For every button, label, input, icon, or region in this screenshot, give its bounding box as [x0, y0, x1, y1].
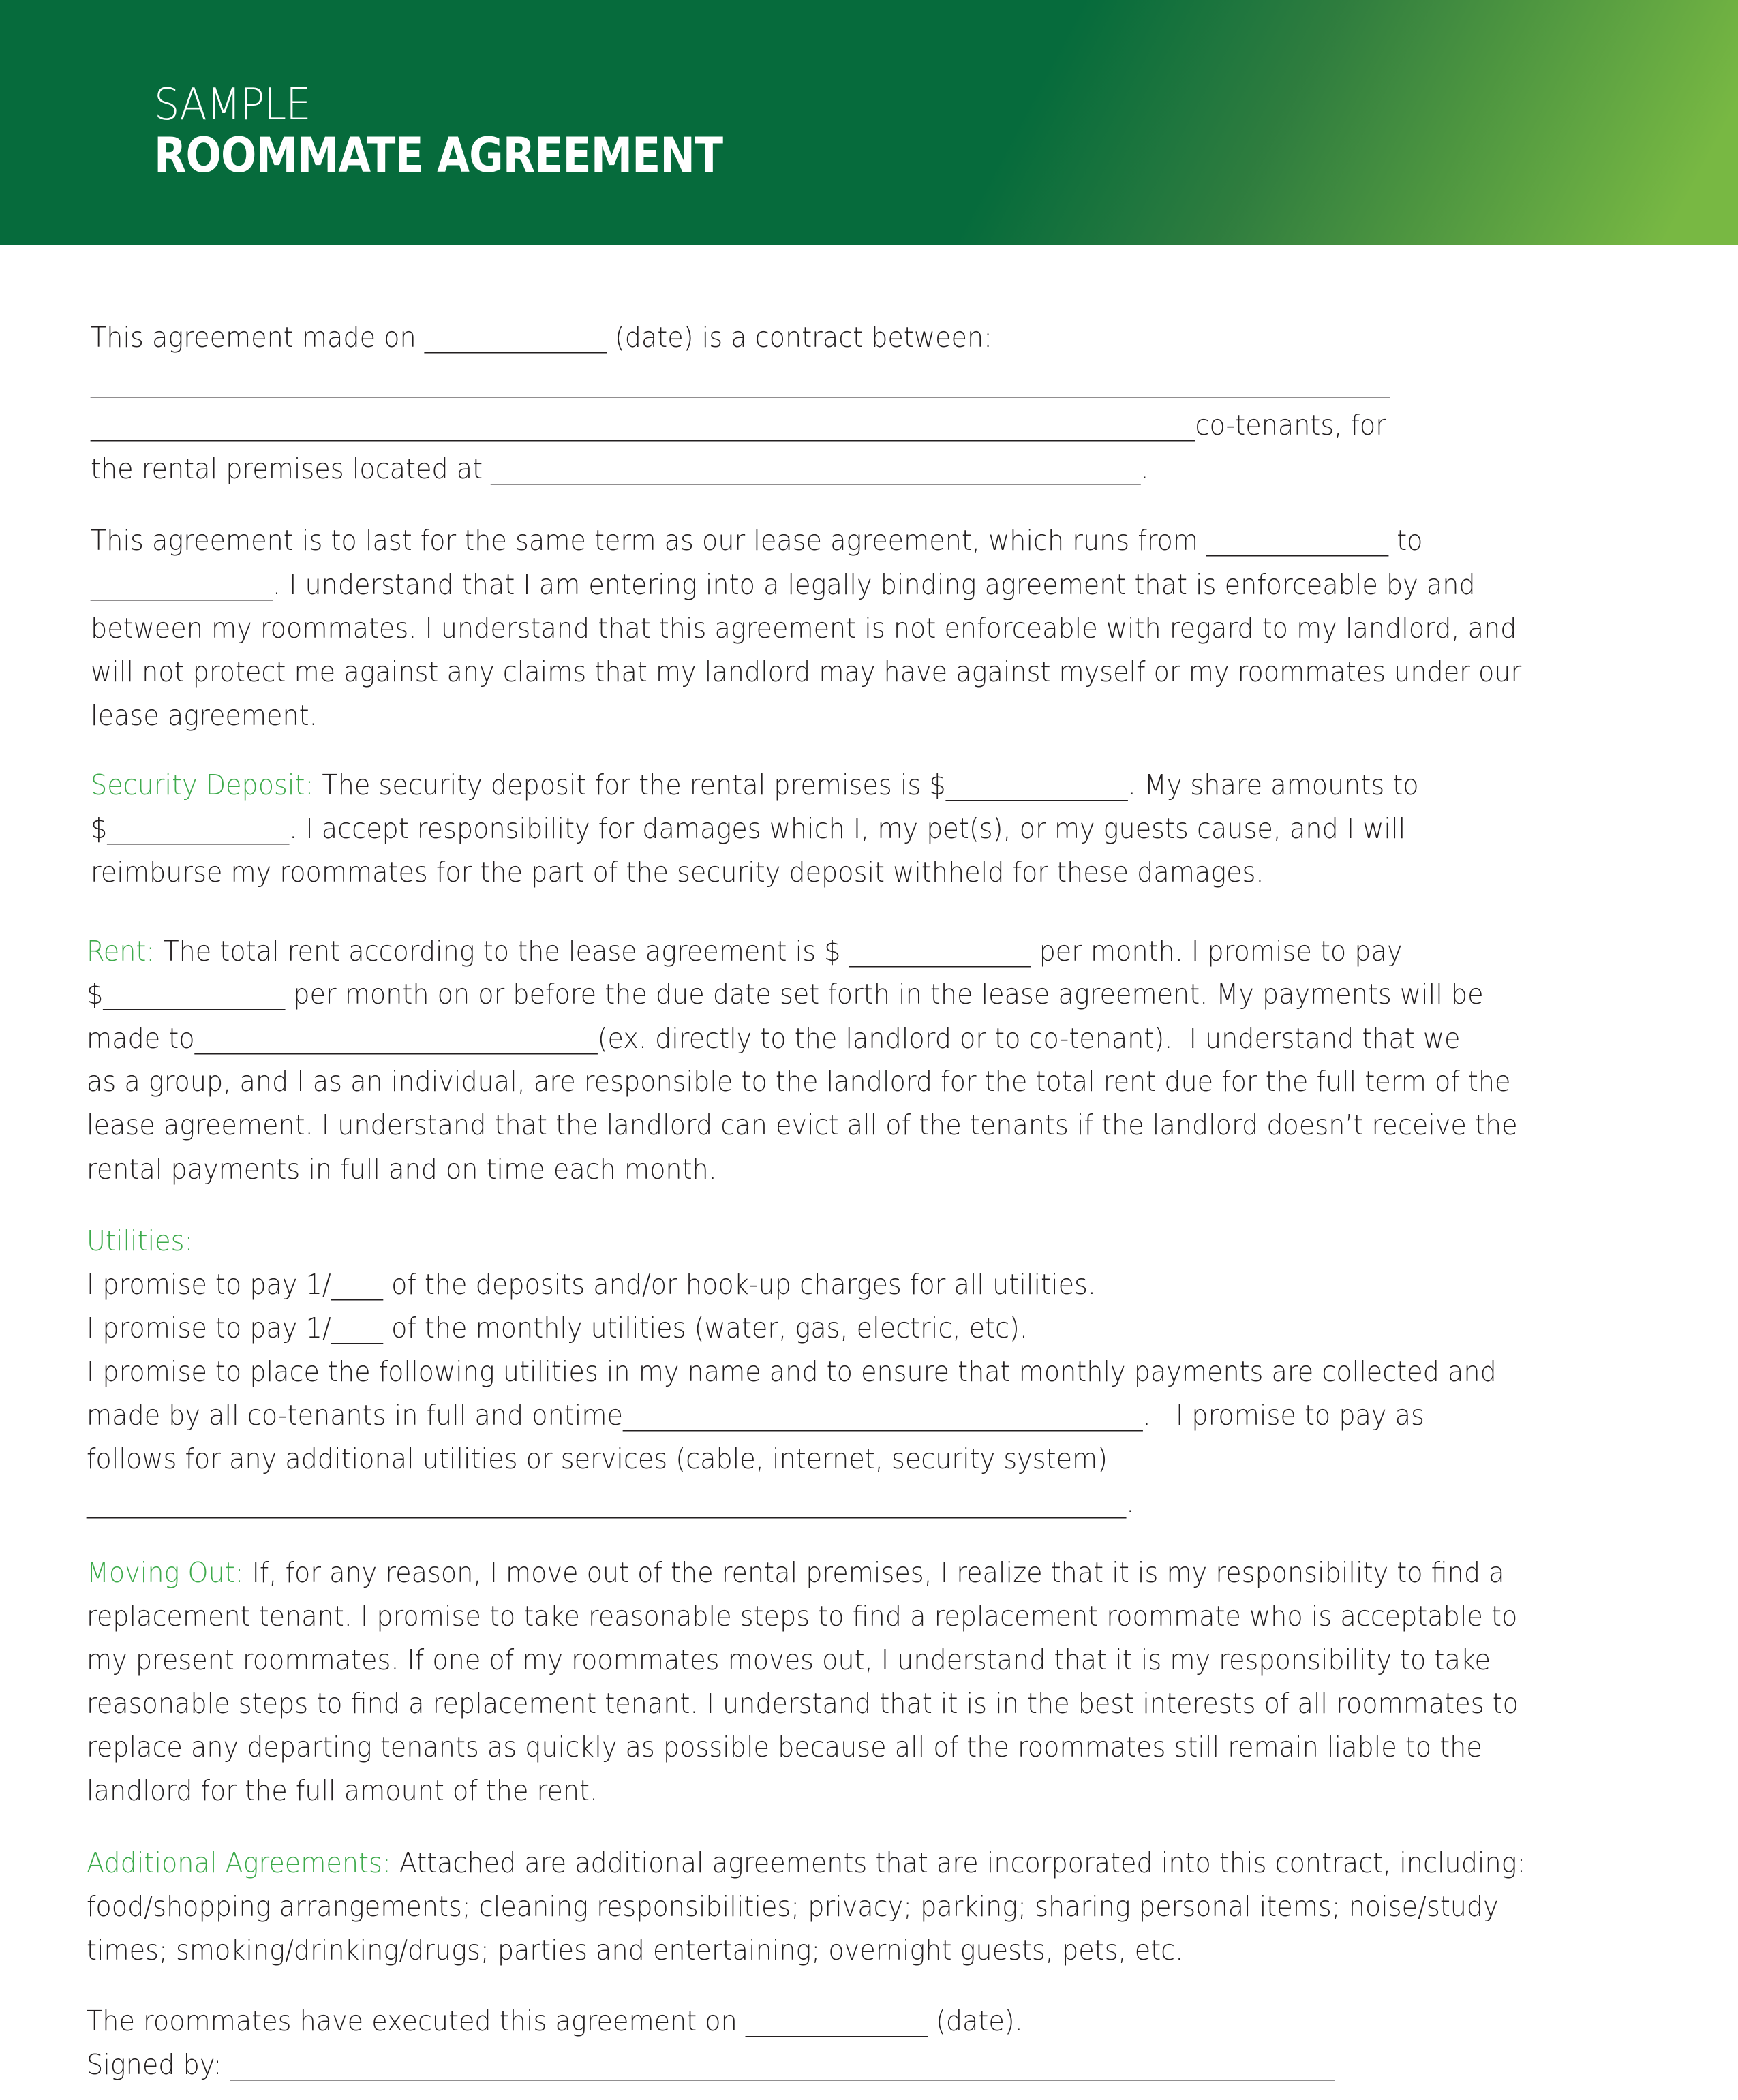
utilities-heading: [87, 1224, 193, 1258]
rent-line-3: [87, 1021, 1461, 1055]
term-line-3: between my roommates. I understand that this agreement is not enforceable with regard to my landlord, and: [91, 612, 1517, 645]
signed-by-label: Signed by:: [87, 2048, 230, 2081]
rent-line-5: lease agreement. I understand that the landlord can evict all of the tenants if the landlord doesn’t receive the: [87, 1109, 1518, 1141]
moving-line-5: replace any departing tenants as quickly as possible because all of the roommates still remain liable to the: [87, 1731, 1482, 1763]
execution-date-blank[interactable]: ______________: [745, 2005, 928, 2037]
text: co-tenants, for: [1195, 409, 1386, 442]
term-line-1: [91, 523, 1422, 557]
text: per month on or before the due date set forth in the lease agreement. My payments will be: [285, 978, 1484, 1010]
section-label-rent: Rent:: [87, 935, 155, 968]
utilities-in-name-blank[interactable]: ________________________________________: [622, 1399, 1143, 1432]
utilities-line-5: follows for any additional utilities or services (cable, internet, security system): [87, 1442, 1108, 1475]
intro-line-3: [91, 408, 1386, 442]
security-deposit-share-blank[interactable]: ______________: [107, 812, 290, 845]
text: of the deposits and/or hook-up charges for all utilities.: [382, 1268, 1097, 1301]
utilities-line-6: [87, 1485, 1134, 1519]
monthly-fraction-blank[interactable]: ____: [331, 1312, 383, 1344]
moving-line-2: replacement tenant. I promise to take reasonable steps to find a replacement roommate who is acceptable to: [87, 1600, 1518, 1633]
text: The total rent according to the lease agreement is $: [155, 935, 849, 968]
deposit-fraction-blank[interactable]: ____: [331, 1268, 383, 1301]
moving-line-3: my present roommates. If one of my roommates moves out, I understand that it is my responsibility to take: [87, 1643, 1491, 1676]
signature-blank[interactable]: _____________________________________________________________________________________: [230, 2048, 1335, 2081]
additional-services-blank[interactable]: ________________________________________________________________________________: [87, 1486, 1127, 1519]
total-rent-blank[interactable]: ______________: [849, 935, 1031, 968]
term-line-5: lease agreement.: [91, 699, 318, 732]
utilities-line-4: [87, 1398, 1424, 1432]
text: per month. I promise to pay: [1031, 935, 1403, 968]
text: I promise to pay 1/: [87, 1268, 331, 1301]
moving-line-1: [87, 1556, 1505, 1590]
utilities-line-1: [87, 1267, 1096, 1301]
parties-blank-2[interactable]: _____________________________________________________________________________________: [91, 409, 1195, 442]
intro-line-4: [91, 452, 1149, 486]
text: I promise to pay 1/: [87, 1312, 331, 1344]
header-banner: [0, 0, 1738, 245]
text: $: [91, 812, 108, 845]
parties-blank-1[interactable]: ____________________________________________________________________________________________________: [91, 365, 1390, 398]
text: The roommates have executed this agreement on: [87, 2005, 746, 2037]
signed-by-line: [87, 2048, 1335, 2082]
text: made to: [87, 1022, 195, 1055]
intro-line-2: [91, 365, 1390, 399]
document-title: ROOMMATE AGREEMENT: [154, 127, 723, 183]
additional-line-1: [87, 1846, 1525, 1880]
lease-end-blank[interactable]: ______________: [91, 568, 273, 601]
text: This agreement made on: [91, 321, 425, 354]
text: This agreement is to last for the same term as our lease agreement, which runs from: [91, 524, 1207, 557]
text: (ex. directly to the landlord or to co-tenant). I understand that we: [597, 1022, 1461, 1055]
moving-line-6: landlord for the full amount of the rent.: [87, 1774, 598, 1807]
text: .: [1140, 452, 1149, 485]
moving-line-4: reasonable steps to find a replacement tenant. I understand that it is in the best interests of all roommates to: [87, 1687, 1519, 1720]
rent-payee-blank[interactable]: _______________________________: [194, 1022, 598, 1055]
rent-share-blank[interactable]: ______________: [103, 978, 286, 1010]
additional-line-3: times; smoking/drinking/drugs; parties and entertaining; overnight guests, pets, etc.: [87, 1934, 1184, 1966]
text: The security deposit for the rental premises is $: [314, 769, 946, 801]
text: If, for any reason, I move out of the rental premises, I realize that it is my responsibility to find a: [243, 1556, 1505, 1589]
lease-start-blank[interactable]: ______________: [1206, 524, 1389, 557]
utilities-line-2: [87, 1311, 1028, 1345]
section-label-additional-agreements: Additional Agreements:: [87, 1847, 391, 1879]
text: . I accept responsibility for damages which I, my pet(s), or my guests cause, and I will: [289, 812, 1406, 845]
text: .: [1126, 1486, 1135, 1519]
rent-line-6: rental payments in full and on time each month.: [87, 1153, 717, 1186]
rent-line-1: [87, 934, 1403, 968]
section-label-moving-out: Moving Out:: [87, 1556, 244, 1589]
term-line-2: [91, 568, 1476, 602]
security-line-2: [91, 812, 1405, 846]
text: $: [87, 978, 104, 1010]
premises-address-blank[interactable]: __________________________________________________: [491, 452, 1141, 485]
text: to: [1388, 524, 1423, 557]
rent-line-2: [87, 977, 1484, 1011]
execution-line-1: [87, 2004, 1023, 2038]
intro-line-1: [91, 320, 992, 354]
text: Attached are additional agreements that are incorporated into this contract, including:: [391, 1847, 1526, 1879]
security-deposit-total-blank[interactable]: ______________: [945, 769, 1128, 801]
text: . I promise to pay as: [1142, 1399, 1424, 1432]
term-line-4: will not protect me against any claims that my landlord may have against myself or my roommates under our: [91, 655, 1522, 688]
text: (date) is a contract between:: [606, 321, 992, 354]
text: . I understand that I am entering into a legally binding agreement that is enforceable by and: [272, 568, 1476, 601]
security-line-3: reimburse my roommates for the part of the security deposit withheld for these damages.: [91, 856, 1264, 889]
additional-line-2: food/shopping arrangements; cleaning responsibilities; privacy; parking; sharing personal items; noise/study: [87, 1890, 1499, 1923]
text: (date).: [927, 2005, 1023, 2037]
text: made by all co-tenants in full and ontime: [87, 1399, 623, 1432]
rent-line-4: as a group, and I as an individual, are responsible to the landlord for the total rent due for the full term of the: [87, 1065, 1511, 1098]
agreement-date-blank[interactable]: ______________: [424, 321, 607, 354]
text: . My share amounts to: [1127, 769, 1419, 801]
text: the rental premises located at: [91, 452, 491, 485]
title-sample: SAMPLE: [154, 80, 311, 130]
security-line-1: [91, 768, 1419, 802]
text: of the monthly utilities (water, gas, electric, etc).: [382, 1312, 1028, 1344]
section-label-security-deposit: Security Deposit:: [91, 769, 314, 801]
utilities-line-3: I promise to place the following utilities in my name and to ensure that monthly payments are collected and: [87, 1355, 1497, 1388]
section-label-utilities: Utilities:: [87, 1224, 194, 1257]
